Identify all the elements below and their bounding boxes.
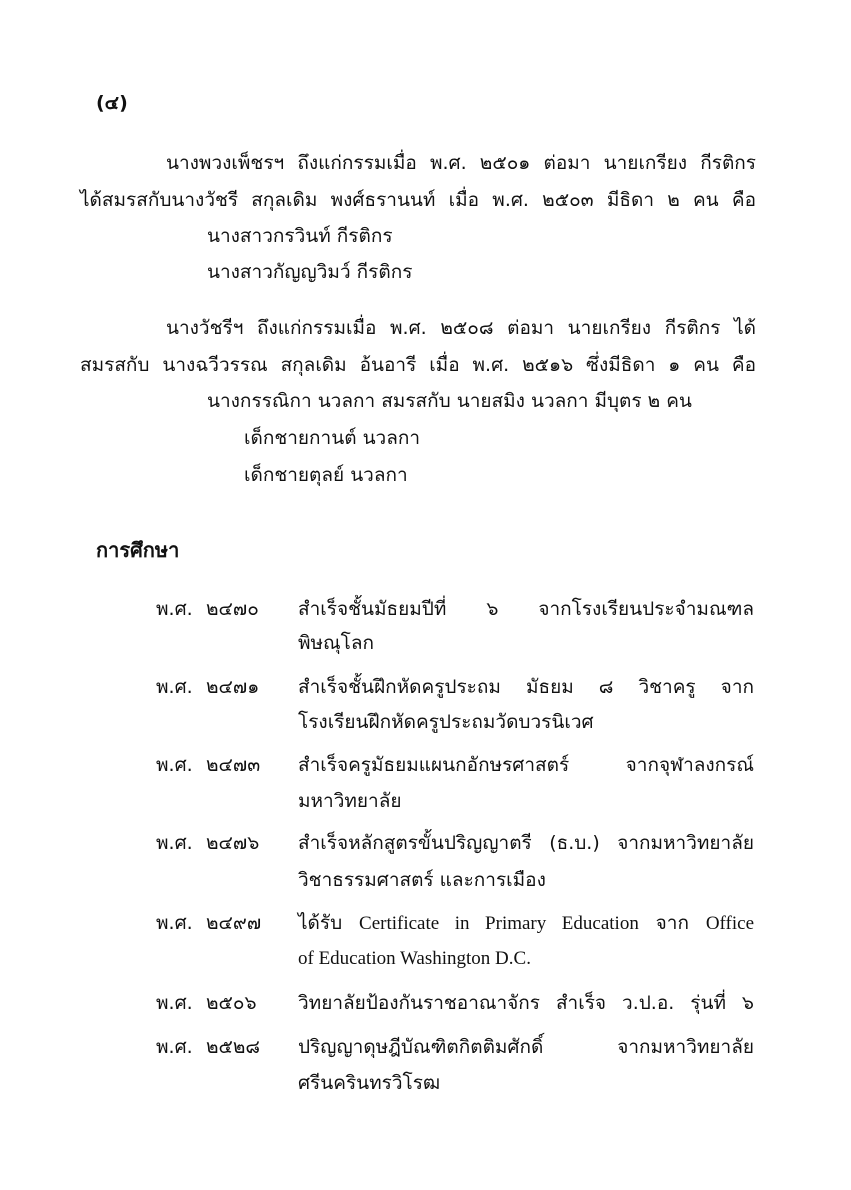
era-prefix: พ.ศ. <box>156 912 193 934</box>
era-prefix: พ.ศ. <box>156 676 193 698</box>
year: ๒๕๐๖ <box>206 992 257 1014</box>
education-entry-line2: ศรีนครินทรวิโรฒ <box>298 1072 441 1094</box>
education-entry-line2: โรงเรียนฝึกหัดครูประถมวัดบวรนิเวศ <box>298 711 594 733</box>
education-entry-line1: วิทยาลัยป้องกันราชอาณาจักร สำเร็จ ว.ป.อ. รุ่นที่ ๖ <box>298 992 754 1014</box>
education-entry-line1: สำเร็จชั้นมัธยมปีที่ ๖ จากโรงเรียนประจำมณฑล <box>298 598 754 620</box>
education-entry-line1: สำเร็จครูมัธยมแผนกอักษรศาสตร์ จากจุฬาลงกรณ์ <box>298 754 754 776</box>
year: ๒๕๒๘ <box>206 1036 261 1058</box>
education-entry-line1: สำเร็จชั้นฝึกหัดครูประถม มัธยม ๘ วิชาครู จาก <box>298 676 754 698</box>
paragraph1-line2: ได้สมรสกับนางวัชรี สกุลเดิม พงศ์ธรานนท์ เมื่อ พ.ศ. ๒๕๐๓ มีธิดา ๒ คน คือ <box>80 189 756 211</box>
era-prefix: พ.ศ. <box>156 598 193 620</box>
education-entry-line2: วิชาธรรมศาสตร์ และการเมือง <box>298 869 546 891</box>
education-entry-line2: of Education Washington D.C. <box>298 948 531 969</box>
education-title: การศึกษา <box>96 538 180 562</box>
child-name-1: นางสาวกรวินท์ กีรติกร <box>207 225 393 247</box>
era-prefix: พ.ศ. <box>156 754 193 776</box>
education-year-label <box>156 1032 286 1062</box>
education-year-label <box>156 908 286 938</box>
grandchild-name-1: เด็กชายกานต์ นวลกา <box>244 427 421 449</box>
education-year-label <box>156 750 286 780</box>
education-entry-line1: สำเร็จหลักสูตรขั้นปริญญาตรี (ธ.บ.) จากมหาวิทยาลัย <box>298 832 754 854</box>
certificate-name: Certificate in Primary Education <box>359 913 639 934</box>
education-entry-line1 <box>298 908 754 938</box>
education-year-label <box>156 828 286 858</box>
paragraph2-line2: สมรสกับ นางฉวีวรรณ สกุลเดิม อ้นอารี เมื่อ พ.ศ. ๒๕๑๖ ซึ่งมีธิดา ๑ คน คือ <box>80 354 756 376</box>
education-entry-line1: ปริญญาดุษฎีบัณฑิตกิตติมศักดิ์ จากมหาวิทยาลัย <box>298 1036 754 1058</box>
office-text: Office <box>705 913 755 934</box>
received-text: ได้รับ <box>298 912 343 934</box>
year: ๒๔๗๖ <box>206 832 260 854</box>
education-entry-line2: พิษณุโลก <box>298 632 375 654</box>
grandchild-name-2: เด็กชายตุลย์ นวลกา <box>244 464 408 486</box>
era-prefix: พ.ศ. <box>156 992 193 1014</box>
education-year-label <box>156 594 286 624</box>
child-name-2: นางสาวกัญญวิมว์ กีรติกร <box>207 261 413 283</box>
year: ๒๔๙๗ <box>206 912 262 934</box>
education-year-label <box>156 672 286 702</box>
paragraph2-line1: นางวัชรีฯ ถึงแก่กรรมเมื่อ พ.ศ. ๒๕๐๘ ต่อมา นายเกรียง กีรติกร ได้ <box>166 317 756 339</box>
paragraph1-line1: นางพวงเพ็ชรฯ ถึงแก่กรรมเมื่อ พ.ศ. ๒๕๐๑ ต่อมา นายเกรียง กีรติกร <box>166 152 756 174</box>
education-year-label <box>156 988 286 1018</box>
from-text: จาก <box>655 912 689 934</box>
year: ๒๔๗๐ <box>206 598 259 620</box>
era-prefix: พ.ศ. <box>156 1036 193 1058</box>
year: ๒๔๗๓ <box>206 754 261 776</box>
year: ๒๔๗๑ <box>206 676 260 698</box>
era-prefix: พ.ศ. <box>156 832 193 854</box>
daughter-line: นางกรรณิกา นวลกา สมรสกับ นายสมิง นวลกา มีบุตร ๒ คน <box>207 390 692 412</box>
page-number: (๔) <box>96 92 128 114</box>
education-entry-line2: มหาวิทยาลัย <box>298 790 402 812</box>
